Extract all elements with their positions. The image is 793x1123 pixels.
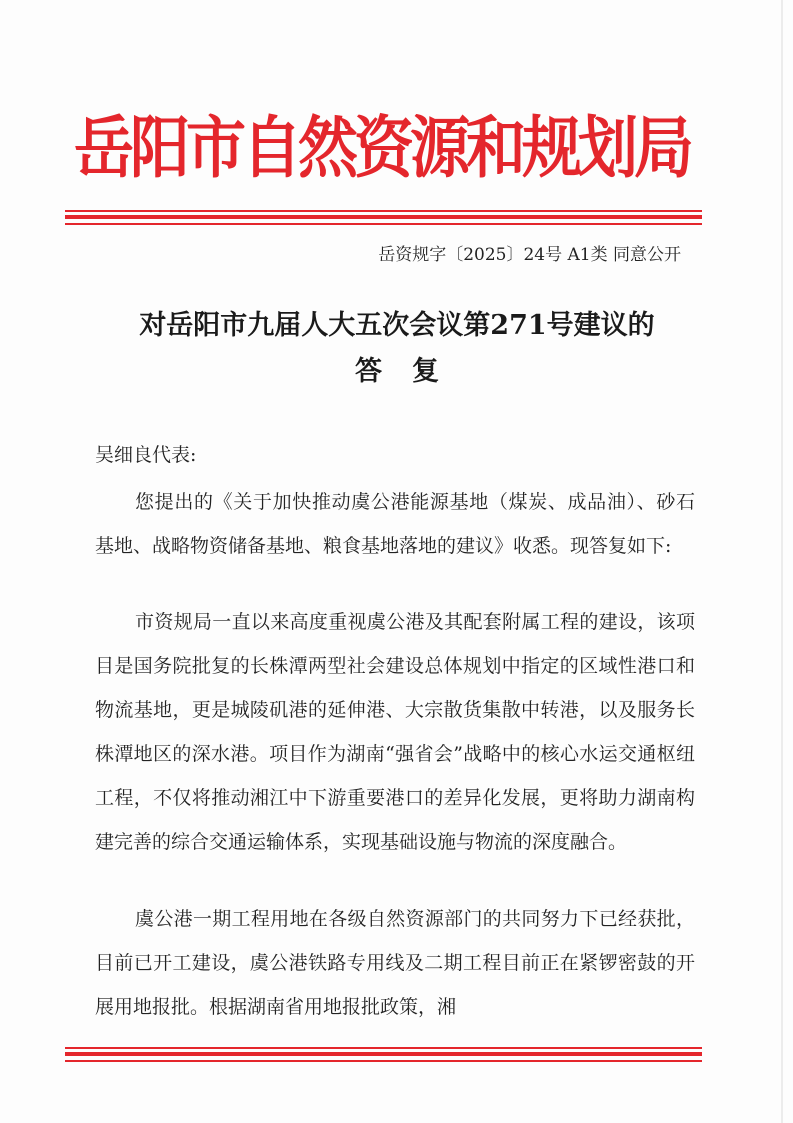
- masthead-rule-thin-top: [65, 210, 702, 212]
- salutation: 吴细良代表:: [95, 444, 197, 466]
- issuer-masthead: 岳阳市自然资源和规划局: [74, 109, 690, 188]
- masthead-rule-thick: [65, 215, 702, 219]
- body-paragraph-1: 您提出的《关于加快推动虞公港能源基地（煤炭、成品油）、砂石基地、战略物资储备基地、粮食基地落地的建议》收悉。现答复如下:: [95, 491, 695, 557]
- footer-rule-thin-top: [65, 1047, 702, 1049]
- document-number: 岳资规字〔2025〕24号 A1类 同意公开: [378, 245, 681, 265]
- body-paragraph-2: 市资规局一直以来高度重视虞公港及其配套附属工程的建设，该项目是国务院批复的长株潭两型社会建设总体规划中指定的区域性港口和物流基地，更是城陵矶港的延伸港、大宗散货集散中转港，以及服务长株潭地区的深水港。项目作为湖南“强省会”战略中的核心水运交通枢纽工程，不仅将推动湘江中下游重要港口的差异化发展，更将助力湖南构建完善的综合交通运输体系，实现基础设施与物流的深度融合。: [95, 611, 695, 853]
- body-paragraph-3: 虞公港一期工程用地在各级自然资源部门的共同努力下已经获批，目前已开工建设，虞公港铁路专用线及二期工程目前正在紧锣密鼓的开展用地报批。根据湖南省用地报批政策，湘: [95, 908, 695, 1018]
- page-edge-shadow: [781, 0, 783, 1123]
- document-title-line-1: 对岳阳市九届人大五次会议第271号建议的: [139, 310, 655, 341]
- footer-rule-thin-bottom: [65, 1060, 702, 1062]
- masthead-rule-thin-bottom: [65, 223, 702, 225]
- footer-rule-thick: [65, 1052, 702, 1056]
- document-title-line-2: 答复: [355, 356, 469, 387]
